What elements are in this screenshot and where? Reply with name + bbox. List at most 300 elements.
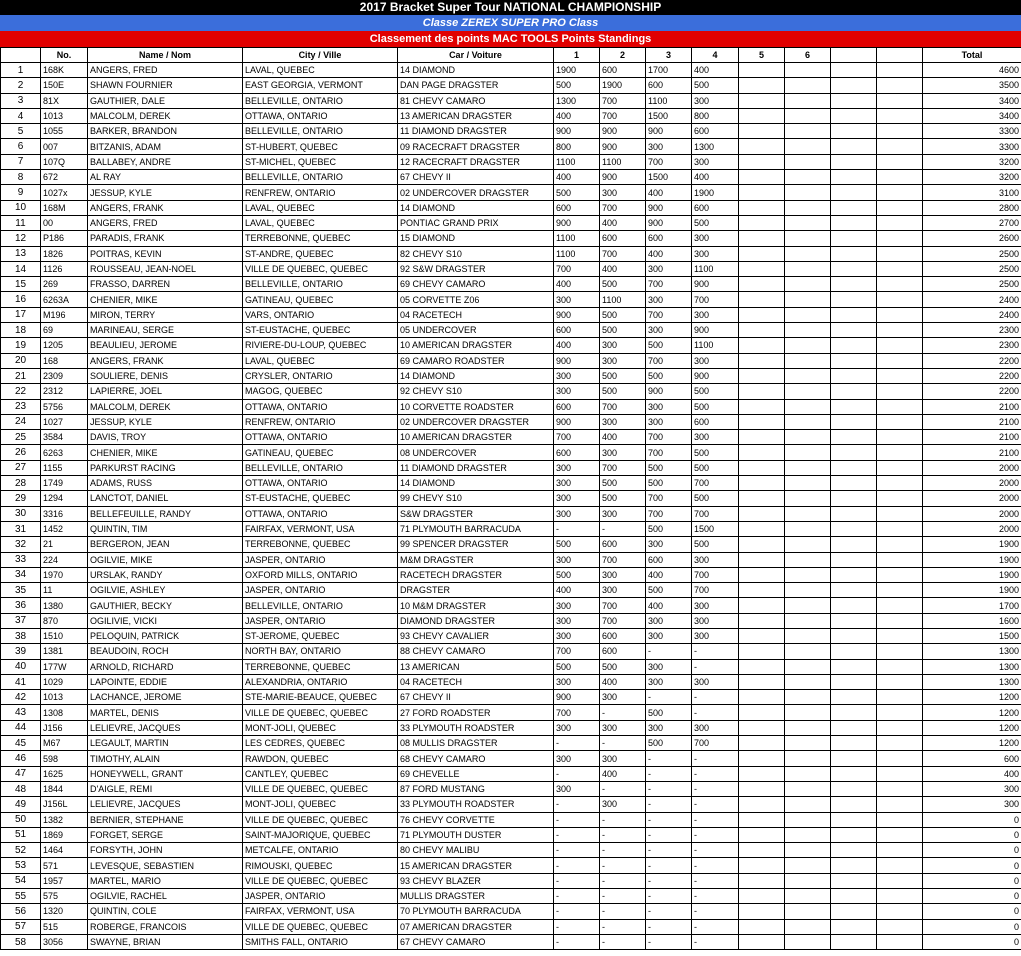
table-cell: 400	[600, 674, 646, 689]
table-cell: -	[554, 766, 600, 781]
table-cell: ST-JEROME, QUEBEC	[243, 628, 398, 643]
table-row	[1, 934, 1021, 949]
column-header: 4	[692, 48, 739, 63]
table-cell	[739, 246, 785, 261]
table-row	[1, 154, 1021, 169]
total-cell: 1200	[923, 690, 1021, 705]
table-cell: 14 DIAMOND	[398, 63, 554, 78]
table-cell	[785, 919, 831, 934]
table-cell: -	[646, 934, 692, 949]
total-cell: 300	[923, 781, 1021, 796]
table-cell: 13 AMERICAN	[398, 659, 554, 674]
table-cell: 700	[600, 108, 646, 123]
table-cell: LES CEDRES, QUEBEC	[243, 736, 398, 751]
table-cell: FORSYTH, JOHN	[88, 843, 243, 858]
table-cell	[877, 231, 923, 246]
table-cell: BELLEVILLE, ONTARIO	[243, 93, 398, 108]
total-cell: 2500	[923, 261, 1021, 276]
table-cell	[831, 858, 877, 873]
table-cell: JASPER, ONTARIO	[243, 583, 398, 598]
table-cell: RIMOUSKI, QUEBEC	[243, 858, 398, 873]
table-cell	[785, 781, 831, 796]
table-cell	[785, 904, 831, 919]
table-cell: 500	[600, 491, 646, 506]
table-cell	[785, 491, 831, 506]
total-cell: 300	[923, 797, 1021, 812]
table-cell	[877, 170, 923, 185]
table-cell: -	[600, 934, 646, 949]
table-cell: MALCOLM, DEREK	[88, 399, 243, 414]
table-cell: OGILIVIE, VICKI	[88, 613, 243, 628]
table-cell: MIRON, TERRY	[88, 307, 243, 322]
table-row	[1, 215, 1021, 230]
table-cell: 900	[692, 277, 739, 292]
table-cell	[877, 261, 923, 276]
table-cell: 600	[600, 644, 646, 659]
table-cell: 598	[41, 751, 88, 766]
table-cell: 99 SPENCER DRAGSTER	[398, 537, 554, 552]
table-cell	[831, 552, 877, 567]
table-cell: P186	[41, 231, 88, 246]
total-cell: 2200	[923, 368, 1021, 383]
table-cell: 11 DIAMOND DRAGSTER	[398, 124, 554, 139]
table-cell	[831, 613, 877, 628]
table-cell	[877, 323, 923, 338]
table-cell	[877, 93, 923, 108]
table-cell	[785, 674, 831, 689]
table-cell: 1900	[554, 63, 600, 78]
table-row	[1, 537, 1021, 552]
table-cell	[739, 506, 785, 521]
table-cell: 400	[554, 277, 600, 292]
table-cell: SAINT-MAJORIQUE, QUEBEC	[243, 827, 398, 842]
table-row	[1, 613, 1021, 628]
table-cell: 500	[600, 368, 646, 383]
table-cell	[877, 215, 923, 230]
table-cell	[785, 430, 831, 445]
table-cell: -	[692, 934, 739, 949]
table-row	[1, 889, 1021, 904]
table-cell	[739, 583, 785, 598]
table-cell: EAST GEORGIA, VERMONT	[243, 78, 398, 93]
total-cell: 2000	[923, 506, 1021, 521]
rank-cell: 21	[1, 368, 41, 383]
rank-cell: 23	[1, 399, 41, 414]
table-cell: -	[692, 781, 739, 796]
table-cell	[831, 384, 877, 399]
table-cell	[877, 598, 923, 613]
table-cell	[785, 338, 831, 353]
table-cell: 700	[600, 552, 646, 567]
table-cell: -	[692, 873, 739, 888]
table-cell: PELOQUIN, PATRICK	[88, 628, 243, 643]
table-cell: CHENIER, MIKE	[88, 292, 243, 307]
rank-cell: 4	[1, 108, 41, 123]
table-cell	[785, 766, 831, 781]
table-row	[1, 766, 1021, 781]
table-cell: -	[646, 889, 692, 904]
table-cell: 400	[646, 598, 692, 613]
table-cell: -	[554, 873, 600, 888]
table-cell	[739, 628, 785, 643]
table-cell: -	[600, 858, 646, 873]
table-cell: 007	[41, 139, 88, 154]
table-cell: 500	[646, 736, 692, 751]
table-cell	[785, 797, 831, 812]
table-cell: 1625	[41, 766, 88, 781]
table-cell: 700	[646, 277, 692, 292]
table-cell: 400	[554, 170, 600, 185]
table-cell	[739, 154, 785, 169]
table-cell: MARTEL, DENIS	[88, 705, 243, 720]
table-cell	[877, 430, 923, 445]
table-cell	[877, 889, 923, 904]
table-cell: 1100	[646, 93, 692, 108]
table-cell: 600	[692, 200, 739, 215]
table-cell	[831, 368, 877, 383]
table-row	[1, 338, 1021, 353]
table-cell: ST-EUSTACHE, QUEBEC	[243, 323, 398, 338]
table-cell: 300	[692, 231, 739, 246]
table-cell: OTTAWA, ONTARIO	[243, 476, 398, 491]
table-cell: LAVAL, QUEBEC	[243, 353, 398, 368]
table-row	[1, 384, 1021, 399]
table-cell	[739, 934, 785, 949]
table-cell: -	[554, 889, 600, 904]
table-cell	[785, 827, 831, 842]
table-cell: 300	[692, 598, 739, 613]
rank-cell: 26	[1, 445, 41, 460]
total-cell: 1900	[923, 583, 1021, 598]
table-row	[1, 63, 1021, 78]
table-cell	[877, 368, 923, 383]
table-cell: 6263A	[41, 292, 88, 307]
table-cell: M&M DRAGSTER	[398, 552, 554, 567]
table-cell: 300	[692, 674, 739, 689]
table-row	[1, 751, 1021, 766]
rank-cell: 10	[1, 200, 41, 215]
table-cell	[831, 720, 877, 735]
table-cell	[831, 690, 877, 705]
table-cell: 900	[646, 215, 692, 230]
table-row	[1, 919, 1021, 934]
total-cell: 0	[923, 827, 1021, 842]
table-cell	[739, 598, 785, 613]
rank-cell: 52	[1, 843, 41, 858]
table-cell: DIAMOND DRAGSTER	[398, 613, 554, 628]
table-cell: 300	[600, 353, 646, 368]
table-cell: 71 PLYMOUTH DUSTER	[398, 827, 554, 842]
table-cell: 5756	[41, 399, 88, 414]
table-cell: 500	[554, 78, 600, 93]
table-row	[1, 353, 1021, 368]
table-row	[1, 904, 1021, 919]
table-cell: 1452	[41, 521, 88, 536]
table-cell: GATINEAU, QUEBEC	[243, 292, 398, 307]
rank-cell: 57	[1, 919, 41, 934]
table-cell: 900	[692, 368, 739, 383]
table-cell	[739, 873, 785, 888]
table-cell: 300	[646, 674, 692, 689]
table-cell: AL RAY	[88, 170, 243, 185]
table-cell: 1100	[600, 292, 646, 307]
table-cell: 168K	[41, 63, 88, 78]
table-cell: 07 AMERICAN DRAGSTER	[398, 919, 554, 934]
table-cell	[877, 659, 923, 674]
rank-cell: 48	[1, 781, 41, 796]
table-cell: BALLABEY, ANDRE	[88, 154, 243, 169]
table-cell	[877, 399, 923, 414]
table-cell	[831, 292, 877, 307]
table-cell	[785, 63, 831, 78]
table-cell: ROBERGE, FRANCOIS	[88, 919, 243, 934]
rank-cell: 18	[1, 323, 41, 338]
table-cell: -	[600, 705, 646, 720]
table-cell	[739, 491, 785, 506]
table-row	[1, 323, 1021, 338]
table-cell	[739, 445, 785, 460]
table-cell: 300	[554, 292, 600, 307]
rank-cell: 12	[1, 231, 41, 246]
table-cell: LELIEVRE, JACQUES	[88, 720, 243, 735]
table-cell: 500	[692, 460, 739, 475]
table-cell	[785, 934, 831, 949]
column-header: No.	[41, 48, 88, 63]
column-header: 2	[600, 48, 646, 63]
table-cell	[831, 843, 877, 858]
table-cell	[785, 445, 831, 460]
table-cell	[785, 78, 831, 93]
table-cell: 600	[646, 78, 692, 93]
table-cell: 900	[646, 200, 692, 215]
table-cell	[831, 583, 877, 598]
table-cell: 14 DIAMOND	[398, 368, 554, 383]
table-cell: BEAULIEU, JEROME	[88, 338, 243, 353]
table-cell: DAN PAGE DRAGSTER	[398, 78, 554, 93]
rank-cell: 11	[1, 215, 41, 230]
table-cell	[831, 215, 877, 230]
table-cell	[785, 139, 831, 154]
table-cell	[831, 414, 877, 429]
table-cell: 300	[600, 567, 646, 582]
table-cell: 700	[646, 353, 692, 368]
table-cell: 300	[600, 751, 646, 766]
table-cell: 168	[41, 353, 88, 368]
table-cell: BELLEVILLE, ONTARIO	[243, 598, 398, 613]
table-cell: VILLE DE QUEBEC, QUEBEC	[243, 812, 398, 827]
total-cell: 1300	[923, 659, 1021, 674]
table-cell: -	[646, 781, 692, 796]
table-cell: SWAYNE, BRIAN	[88, 934, 243, 949]
table-cell: -	[692, 705, 739, 720]
table-row	[1, 736, 1021, 751]
table-cell	[877, 414, 923, 429]
table-row	[1, 108, 1021, 123]
table-cell: 500	[692, 399, 739, 414]
table-cell: 400	[646, 185, 692, 200]
table-cell	[785, 583, 831, 598]
table-cell	[831, 537, 877, 552]
table-cell	[831, 736, 877, 751]
table-cell: 14 DIAMOND	[398, 476, 554, 491]
table-cell	[831, 246, 877, 261]
table-cell	[831, 154, 877, 169]
total-cell: 2000	[923, 460, 1021, 475]
table-row	[1, 506, 1021, 521]
table-cell: 900	[600, 170, 646, 185]
table-cell	[739, 705, 785, 720]
table-cell: 500	[600, 323, 646, 338]
table-row	[1, 690, 1021, 705]
column-header	[831, 48, 877, 63]
table-cell: 3316	[41, 506, 88, 521]
table-cell: 269	[41, 277, 88, 292]
table-cell: 500	[646, 476, 692, 491]
table-cell: 3056	[41, 934, 88, 949]
table-cell	[831, 659, 877, 674]
table-cell	[785, 644, 831, 659]
rank-cell: 17	[1, 307, 41, 322]
rank-cell: 43	[1, 705, 41, 720]
total-cell: 1500	[923, 628, 1021, 643]
table-row	[1, 674, 1021, 689]
table-cell: 300	[554, 751, 600, 766]
table-cell: 515	[41, 919, 88, 934]
table-cell	[831, 705, 877, 720]
table-cell: 600	[600, 628, 646, 643]
table-cell	[739, 368, 785, 383]
total-cell: 2100	[923, 445, 1021, 460]
total-cell: 2200	[923, 384, 1021, 399]
table-cell	[785, 720, 831, 735]
table-cell: 300	[646, 659, 692, 674]
table-cell: -	[692, 843, 739, 858]
column-header: Car / Voiture	[398, 48, 554, 63]
table-cell: -	[600, 919, 646, 934]
table-cell	[877, 613, 923, 628]
table-cell: MAGOG, QUEBEC	[243, 384, 398, 399]
table-cell: 600	[600, 537, 646, 552]
table-cell: 1308	[41, 705, 88, 720]
table-cell	[785, 552, 831, 567]
table-cell: 1749	[41, 476, 88, 491]
table-cell: FORGET, SERGE	[88, 827, 243, 842]
table-cell: JESSUP, KYLE	[88, 414, 243, 429]
table-cell: 33 PLYMOUTH ROADSTER	[398, 797, 554, 812]
table-row	[1, 583, 1021, 598]
table-cell: -	[600, 521, 646, 536]
table-cell	[877, 919, 923, 934]
total-cell: 1900	[923, 537, 1021, 552]
total-cell: 2000	[923, 521, 1021, 536]
table-cell	[831, 873, 877, 888]
table-row	[1, 124, 1021, 139]
table-cell	[785, 537, 831, 552]
table-cell	[785, 200, 831, 215]
table-cell	[785, 215, 831, 230]
table-cell	[739, 476, 785, 491]
table-cell: M196	[41, 307, 88, 322]
table-cell: OXFORD MILLS, ONTARIO	[243, 567, 398, 582]
table-cell: 05 UNDERCOVER	[398, 323, 554, 338]
table-cell: 1900	[600, 78, 646, 93]
page-title: 2017 Bracket Super Tour NATIONAL CHAMPIONSHIP	[0, 0, 1021, 15]
table-cell: -	[646, 690, 692, 705]
class-title: Classe ZEREX SUPER PRO Class	[0, 15, 1021, 31]
table-cell: 1100	[554, 154, 600, 169]
table-cell: 80 CHEVY MALIBU	[398, 843, 554, 858]
rank-cell: 20	[1, 353, 41, 368]
table-cell	[739, 430, 785, 445]
total-cell: 3400	[923, 108, 1021, 123]
table-cell: 1464	[41, 843, 88, 858]
table-cell	[785, 353, 831, 368]
table-cell	[785, 185, 831, 200]
table-cell: 600	[600, 231, 646, 246]
table-cell	[877, 720, 923, 735]
table-cell	[739, 460, 785, 475]
table-cell: -	[646, 858, 692, 873]
table-cell: 92 S&W DRAGSTER	[398, 261, 554, 276]
rank-cell: 22	[1, 384, 41, 399]
table-cell: 1500	[646, 170, 692, 185]
table-cell: -	[646, 644, 692, 659]
table-cell: ROUSSEAU, JEAN-NOEL	[88, 261, 243, 276]
table-cell: 400	[692, 170, 739, 185]
table-cell: 700	[600, 200, 646, 215]
table-cell: 04 RACETECH	[398, 674, 554, 689]
table-cell: 700	[600, 460, 646, 475]
table-cell: OTTAWA, ONTARIO	[243, 399, 398, 414]
table-cell: -	[692, 797, 739, 812]
table-cell: OGILVIE, MIKE	[88, 552, 243, 567]
table-row	[1, 231, 1021, 246]
table-cell: TERREBONNE, QUEBEC	[243, 659, 398, 674]
table-cell: 1957	[41, 873, 88, 888]
table-cell	[785, 889, 831, 904]
table-cell: 600	[554, 445, 600, 460]
table-cell: 33 PLYMOUTH ROADSTER	[398, 720, 554, 735]
table-row	[1, 858, 1021, 873]
table-cell: 500	[646, 368, 692, 383]
table-cell	[831, 919, 877, 934]
table-cell: ANGERS, FRANK	[88, 200, 243, 215]
table-cell: MARTEL, MARIO	[88, 873, 243, 888]
rank-cell: 29	[1, 491, 41, 506]
table-cell	[831, 521, 877, 536]
table-cell: LANCTOT, DANIEL	[88, 491, 243, 506]
table-cell: PARKURST RACING	[88, 460, 243, 475]
table-cell: 300	[554, 552, 600, 567]
table-cell	[831, 170, 877, 185]
table-cell: ANGERS, FRED	[88, 215, 243, 230]
table-cell: 700	[646, 445, 692, 460]
table-cell: 900	[554, 307, 600, 322]
table-row	[1, 644, 1021, 659]
table-cell	[831, 353, 877, 368]
table-cell	[831, 338, 877, 353]
table-cell	[785, 521, 831, 536]
table-cell: 82 CHEVY S10	[398, 246, 554, 261]
table-cell: 500	[692, 491, 739, 506]
table-cell	[739, 552, 785, 567]
table-cell: -	[554, 919, 600, 934]
rank-cell: 7	[1, 154, 41, 169]
table-cell	[739, 108, 785, 123]
table-cell: GATINEAU, QUEBEC	[243, 445, 398, 460]
table-cell: 69 CAMARO ROADSTER	[398, 353, 554, 368]
table-cell: 15 AMERICAN DRAGSTER	[398, 858, 554, 873]
